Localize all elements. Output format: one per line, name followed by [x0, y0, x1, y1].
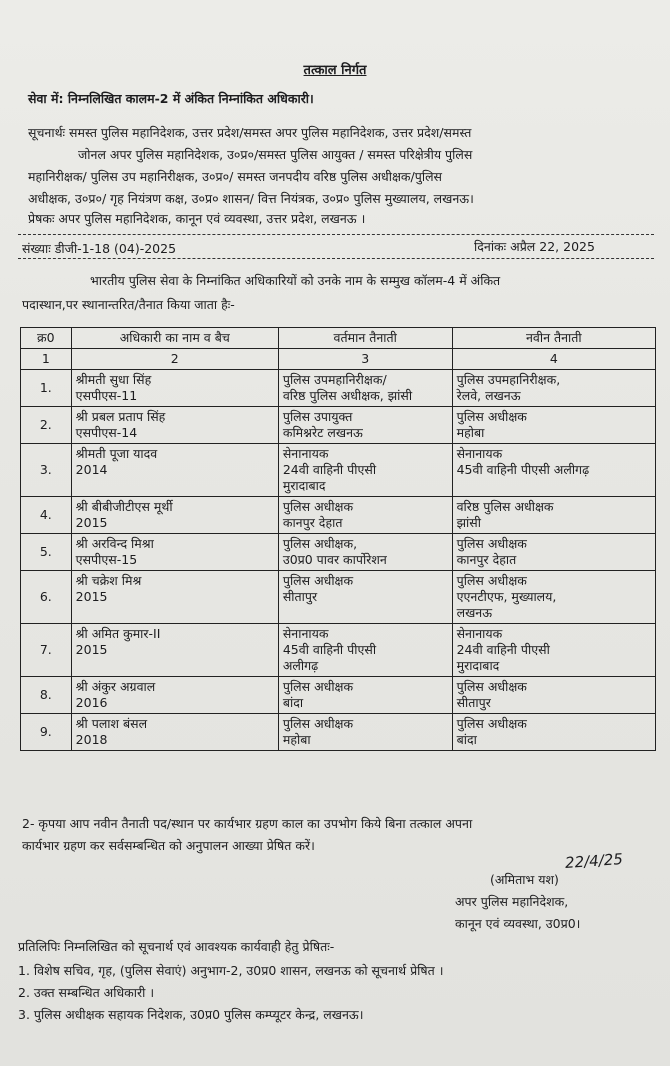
suchnarth-line-4: अधीक्षक, उ०प्र०/ गृह नियंत्रण कक्ष, उ०प्र० शासन/ वित्त नियंत्रक, उ०प्र० पुलिस मुख्यालय, लखनऊ।	[28, 191, 474, 206]
officer-name: श्रीमती पूजा यादव	[75, 446, 158, 461]
officer-batch: एसपीएस-14	[75, 425, 138, 440]
table-header-row	[21, 328, 656, 349]
new-posting-line: सेनानायक	[456, 446, 503, 461]
pratilipi-item-1: 1. विशेष सचिव, गृह, (पुलिस सेवाएं) अनुभाग-2, उ0प्र0 शासन, लखनऊ को सूचनार्थ प्रेषित ।	[18, 963, 444, 978]
cell-officer	[71, 407, 278, 444]
officer-batch: 2015	[75, 515, 108, 530]
table-row	[21, 534, 656, 571]
cell-current	[278, 370, 452, 407]
cell-current	[278, 677, 452, 714]
signatory-name: (अमिताभ यश)	[490, 872, 559, 887]
cell-current	[278, 444, 452, 497]
cell-serial: 2.	[21, 407, 72, 444]
colnum-3: 3	[278, 349, 452, 370]
cell-serial: 6.	[21, 571, 72, 624]
table-row	[21, 714, 656, 751]
cell-serial: 5.	[21, 534, 72, 571]
signatory-designation: अपर पुलिस महानिदेशक,	[455, 894, 569, 909]
current-posting-line: कमिश्नरेट लखनऊ	[282, 425, 363, 440]
pratilipi-item-3: 3. पुलिस अधीक्षक सहायक निदेशक, उ0प्र0 पुलिस कम्प्यूटर केन्द्र, लखनऊ।	[18, 1007, 364, 1022]
current-posting-line: पुलिस अधीक्षक	[282, 679, 354, 694]
current-posting-line: 24वी वाहिनी पीएसी	[282, 462, 377, 477]
divider-bottom	[18, 258, 654, 259]
cell-current	[278, 624, 452, 677]
new-posting-line: लखनऊ	[456, 605, 493, 620]
new-posting-line: 45वी वाहिनी पीएसी अलीगढ़	[456, 462, 590, 477]
cell-new	[452, 497, 655, 534]
officer-name: श्री पलाश बंसल	[75, 716, 148, 731]
colnum-2: 2	[71, 349, 278, 370]
table-row	[21, 497, 656, 534]
new-posting-line: पुलिस अधीक्षक	[456, 536, 527, 551]
officer-name: श्री अंकुर अग्रवाल	[75, 679, 156, 694]
table-row	[21, 444, 656, 497]
page-title: तत्काल निर्गत	[303, 63, 367, 78]
officer-name: श्री प्रबल प्रताप सिंह	[75, 409, 166, 424]
officer-batch: 2014	[75, 462, 108, 477]
current-posting-line: पुलिस अधीक्षक	[282, 499, 354, 514]
new-posting-line: रेलवे, लखनऊ	[456, 388, 521, 403]
current-posting-line: बांदा	[282, 695, 304, 710]
cell-new	[452, 714, 655, 751]
cell-serial: 1.	[21, 370, 72, 407]
new-posting-line: पुलिस अधीक्षक	[456, 409, 527, 424]
officer-name: श्री अमित कुमार-II	[75, 626, 161, 641]
cell-serial: 4.	[21, 497, 72, 534]
new-posting-line: सेनानायक	[456, 626, 503, 641]
officer-name: श्री बीबीजीटीएस मूर्थी	[75, 499, 173, 514]
colnum-4: 4	[452, 349, 655, 370]
para2-line-1: 2- कृपया आप नवीन तैनाती पद/स्थान पर कार्यभार ग्रहण काल का उपभोग किये बिना तत्काल अपना	[22, 816, 473, 831]
suchnarth-line-1: सूचनार्थः समस्त पुलिस महानिदेशक, उत्तर प्रदेश/समस्त अपर पुलिस महानिदेशक, उत्तर प्रदेश/समस्त	[28, 125, 472, 140]
current-posting-line: पुलिस उपमहानिरीक्षक/	[282, 372, 387, 387]
current-posting-line: मुरादाबाद	[282, 478, 326, 493]
table-row	[21, 571, 656, 624]
current-posting-line: पुलिस अधीक्षक	[282, 716, 354, 731]
posting-table	[20, 327, 656, 751]
officer-name: श्री अरविन्द मिश्रा	[75, 536, 154, 551]
current-posting-line: अलीगढ़	[282, 658, 319, 673]
current-posting-line: सेनानायक	[282, 626, 329, 641]
colnum-1: 1	[21, 349, 72, 370]
cell-officer	[71, 444, 278, 497]
current-posting-line: उ0प्र0 पावर कार्पोरेशन	[282, 552, 387, 567]
cell-serial: 9.	[21, 714, 72, 751]
header-serial: क्र0	[21, 328, 72, 349]
signatory-office: कानून एवं व्यवस्था, उ0प्र0।	[455, 916, 581, 931]
cell-serial: 7.	[21, 624, 72, 677]
new-posting-line: सीतापुर	[456, 695, 491, 710]
table-colnum-row	[21, 349, 656, 370]
table-row	[21, 677, 656, 714]
new-posting-line: बांदा	[456, 732, 477, 747]
officer-batch: एसपीएस-11	[75, 388, 138, 403]
seva-line: सेवा में: निम्नलिखित कालम-2 में अंकित निम्नांकित अधिकारी।	[28, 91, 314, 106]
signature-date: 22/4/25	[564, 850, 624, 872]
header-new: नवीन तैनाती	[452, 328, 655, 349]
pratilipi-heading: प्रतिलिपिः निम्नलिखित को सूचनार्थ एवं आवश्यक कार्यवाही हेतु प्रेषितः-	[18, 939, 335, 954]
officer-batch: एसपीएस-15	[75, 552, 138, 567]
intro-line-1: भारतीय पुलिस सेवा के निम्नांकित अधिकारियों को उनके नाम के सम्मुख कॉलम-4 में अंकित	[90, 273, 501, 288]
cell-new	[452, 571, 655, 624]
pratilipi-item-2: 2. उक्त सम्बन्धित अधिकारी ।	[18, 985, 155, 1000]
cell-current	[278, 407, 452, 444]
preshak-line: प्रेषकः अपर पुलिस महानिदेशक, कानून एवं व्यवस्था, उत्तर प्रदेश, लखनऊ ।	[28, 211, 366, 226]
current-posting-line: सेनानायक	[282, 446, 329, 461]
cell-new	[452, 407, 655, 444]
divider-top	[18, 234, 654, 235]
new-posting-line: वरिष्ठ पुलिस अधीक्षक	[456, 499, 554, 514]
cell-officer	[71, 714, 278, 751]
sankhya: संख्याः डीजी-1-18 (04)-2025	[22, 241, 177, 256]
suchnarth-line-2: जोनल अपर पुलिस महानिदेशक, उ०प्र०/समस्त पुलिस आयुक्त / समस्त परिक्षेत्रीय पुलिस	[78, 147, 473, 162]
officer-name: श्री चक्रेश मिश्र	[75, 573, 142, 588]
officer-batch: 2016	[75, 695, 108, 710]
header-officer: अधिकारी का नाम व बैच	[71, 328, 278, 349]
officer-name: श्रीमती सुधा सिंह	[75, 372, 152, 387]
current-posting-line: पुलिस उपायुक्त	[282, 409, 353, 424]
new-posting-line: एएनटीएफ, मुख्यालय,	[456, 589, 557, 604]
current-posting-line: महोबा	[282, 732, 311, 747]
cell-serial: 3.	[21, 444, 72, 497]
cell-officer	[71, 497, 278, 534]
current-posting-line: वरिष्ठ पुलिस अधीक्षक, झांसी	[282, 388, 413, 403]
new-posting-line: मुरादाबाद	[456, 658, 500, 673]
table-row	[21, 370, 656, 407]
cell-officer	[71, 624, 278, 677]
cell-new	[452, 534, 655, 571]
cell-current	[278, 534, 452, 571]
current-posting-line: कानपुर देहात	[282, 515, 343, 530]
cell-officer	[71, 677, 278, 714]
header-current: वर्तमान तैनाती	[278, 328, 452, 349]
current-posting-line: सीतापुर	[282, 589, 318, 604]
cell-current	[278, 571, 452, 624]
cell-new	[452, 444, 655, 497]
current-posting-line: 45वी वाहिनी पीएसी	[282, 642, 377, 657]
cell-officer	[71, 571, 278, 624]
cell-new	[452, 370, 655, 407]
officer-batch: 2018	[75, 732, 108, 747]
new-posting-line: पुलिस अधीक्षक	[456, 573, 527, 588]
new-posting-line: कानपुर देहात	[456, 552, 517, 567]
cell-current	[278, 497, 452, 534]
cell-current	[278, 714, 452, 751]
officer-batch: 2015	[75, 589, 108, 604]
cell-serial: 8.	[21, 677, 72, 714]
current-posting-line: पुलिस अधीक्षक	[282, 573, 354, 588]
new-posting-line: महोबा	[456, 425, 485, 440]
para2-line-2: कार्यभार ग्रहण कर सर्वसम्बन्धित को अनुपालन आख्या प्रेषित करें।	[22, 838, 315, 853]
dinank: दिनांकः अप्रैल 22, 2025	[474, 239, 595, 254]
new-posting-line: पुलिस अधीक्षक	[456, 716, 527, 731]
cell-new	[452, 677, 655, 714]
cell-new	[452, 624, 655, 677]
intro-line-2: पदास्थान,पर स्थानान्तरित/तैनात किया जाता हैः-	[22, 297, 235, 312]
officer-batch: 2015	[75, 642, 108, 657]
table-row	[21, 624, 656, 677]
cell-officer	[71, 534, 278, 571]
new-posting-line: पुलिस उपमहानिरीक्षक,	[456, 372, 561, 387]
new-posting-line: पुलिस अधीक्षक	[456, 679, 527, 694]
cell-officer	[71, 370, 278, 407]
suchnarth-line-3: महानिरीक्षक/ पुलिस उप महानिरीक्षक, उ०प्र०/ समस्त जनपदीय वरिष्ठ पुलिस अधीक्षक/पुलिस	[28, 169, 442, 184]
new-posting-line: 24वी वाहिनी पीएसी	[456, 642, 550, 657]
new-posting-line: झांसी	[456, 515, 481, 530]
table-row	[21, 407, 656, 444]
current-posting-line: पुलिस अधीक्षक,	[282, 536, 358, 551]
